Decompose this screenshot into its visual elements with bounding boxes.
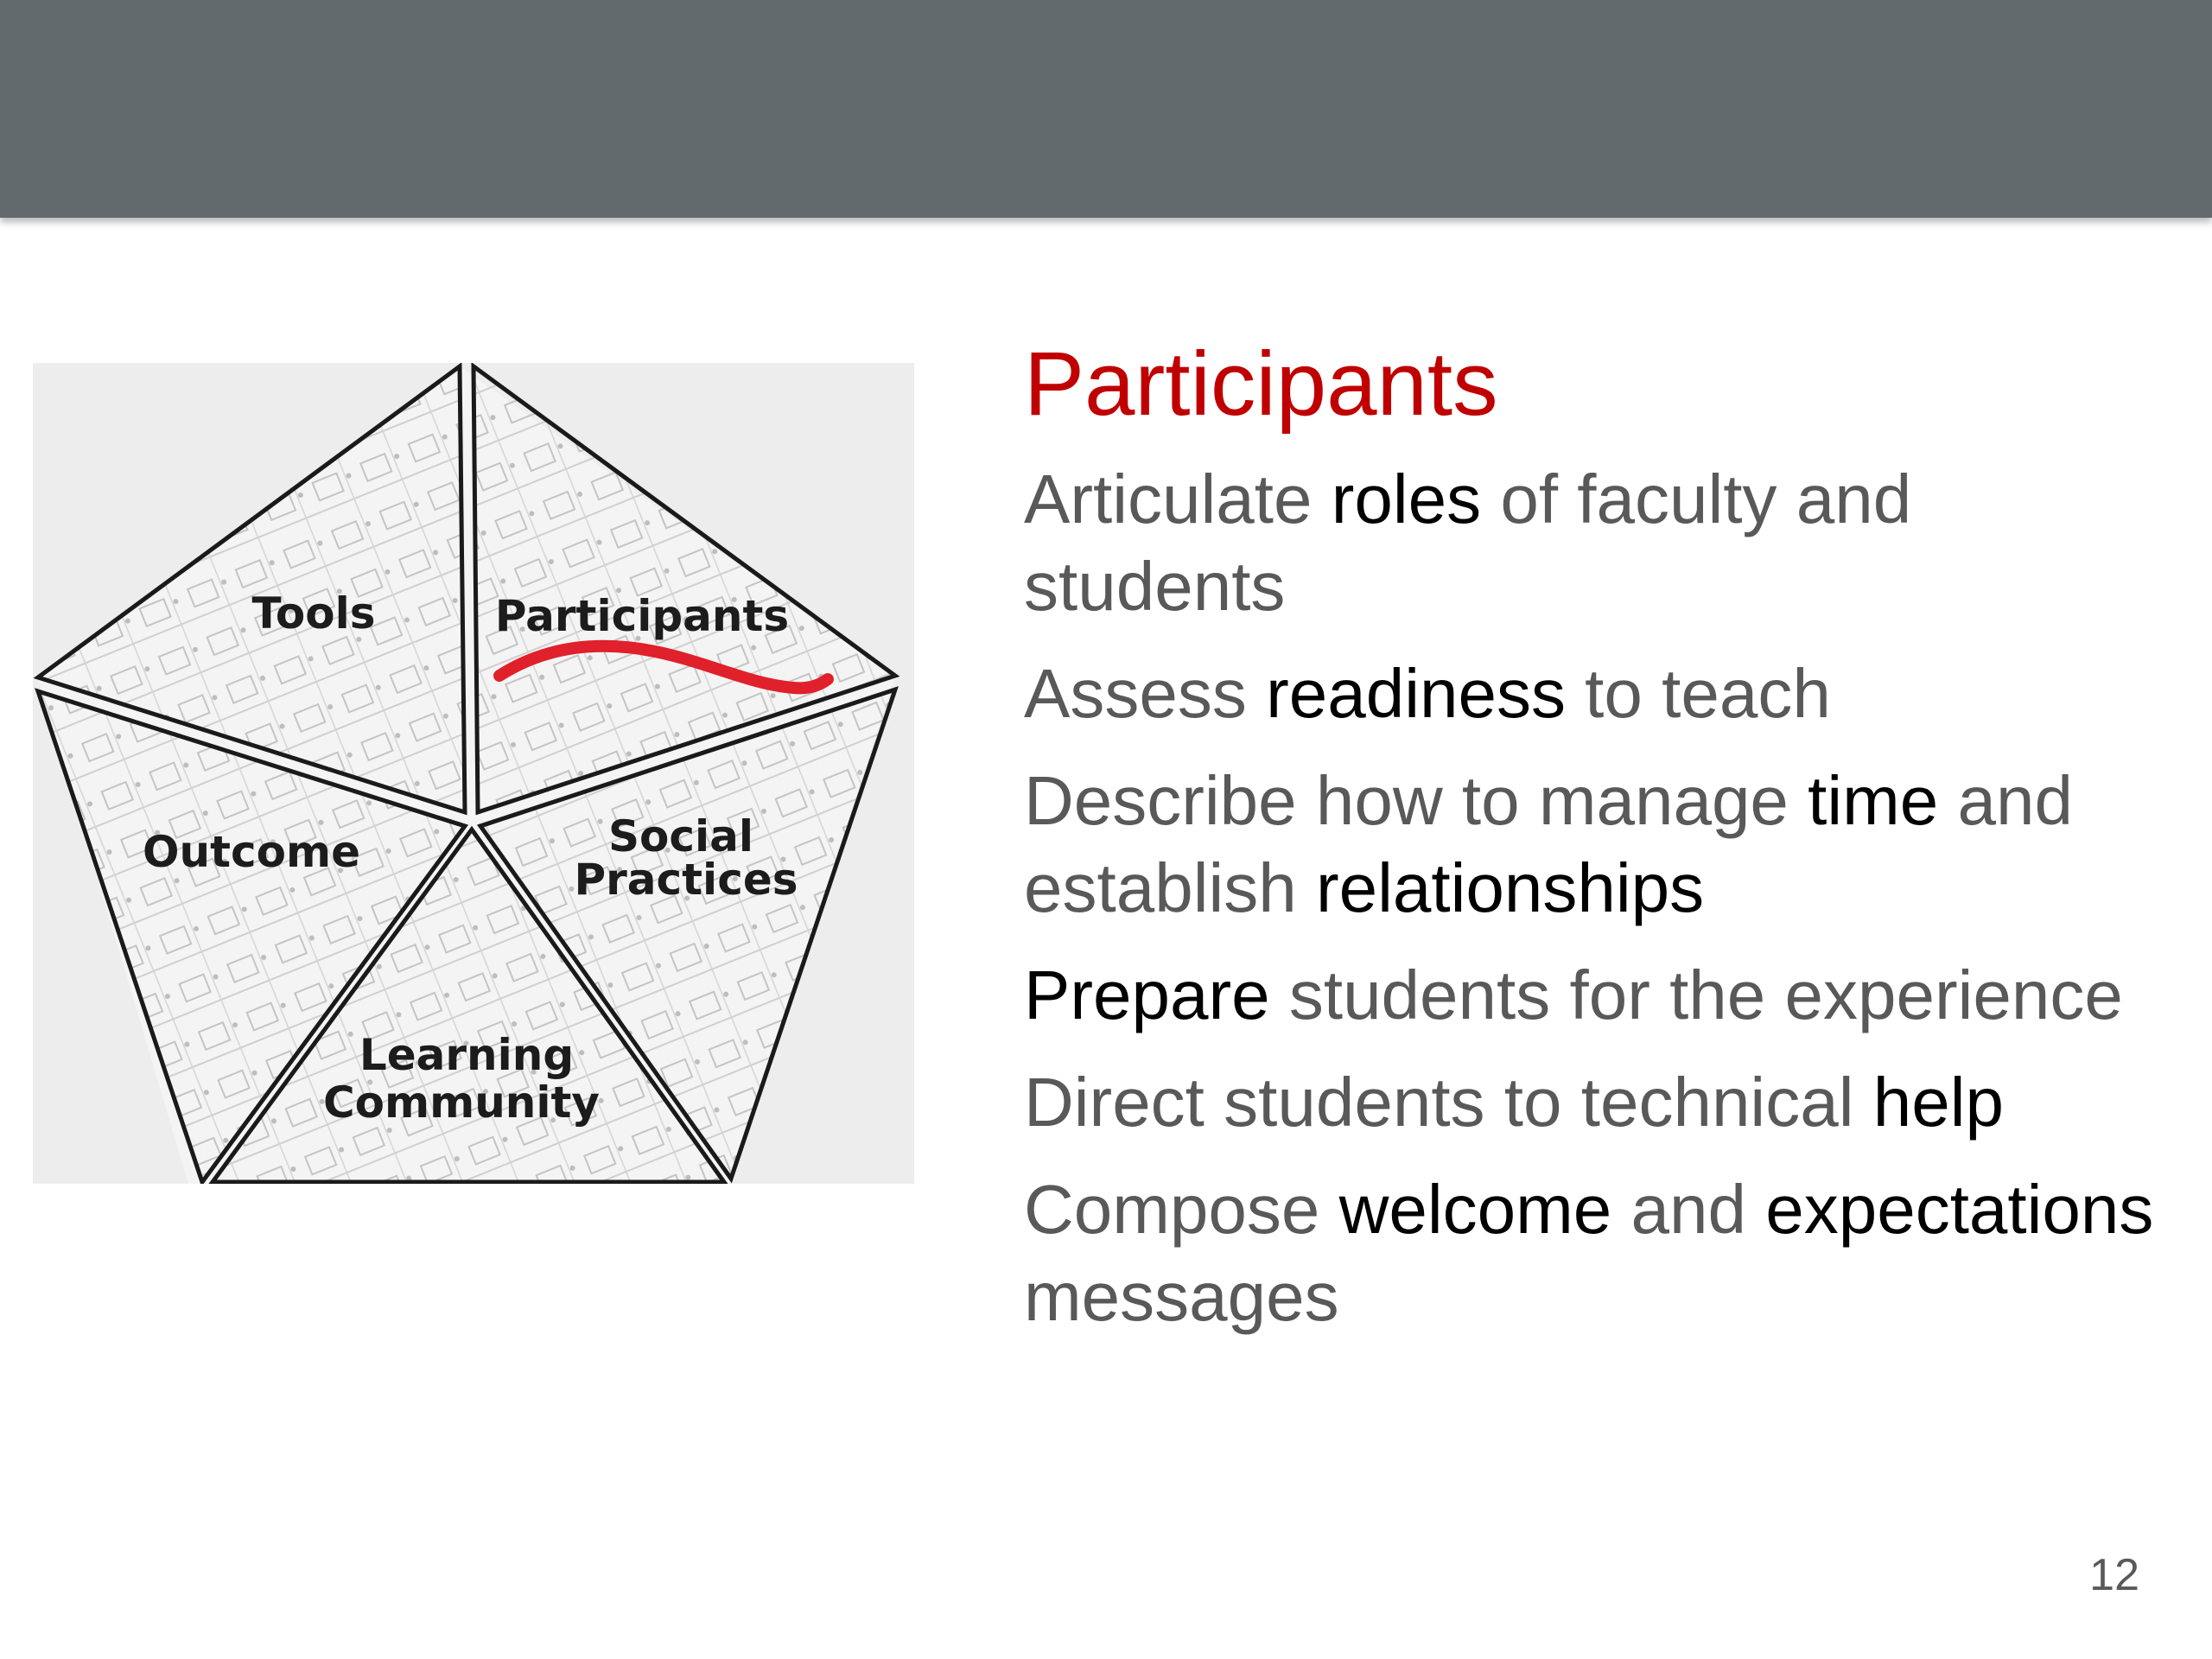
emphasis-text: time	[1808, 762, 1939, 839]
body-text: Assess	[1024, 655, 1267, 732]
pentagon-diagram	[33, 363, 914, 1184]
body-text: messages	[1024, 1258, 1339, 1335]
label-tools: Tools	[251, 588, 376, 639]
emphasis-text: Prepare	[1024, 957, 1270, 1033]
body-text: and	[1611, 1171, 1766, 1248]
body-text: and establish	[1024, 762, 2073, 926]
emphasis-text: expectations	[1765, 1171, 2154, 1248]
bullet-list	[1024, 455, 2173, 1340]
emphasis-text: readiness	[1266, 655, 1566, 732]
body-text: Articulate	[1024, 461, 1332, 537]
label-participants: Participants	[494, 591, 790, 641]
page-number: 12	[2089, 1550, 2139, 1600]
label-community: Community	[322, 1077, 601, 1128]
bullet-prepare	[1024, 951, 2173, 1039]
body-text: to teach	[1565, 655, 1831, 732]
label-social: Social	[607, 811, 754, 861]
slide-heading: Participants	[1024, 334, 1498, 435]
bullet-time-relationships	[1024, 757, 2173, 931]
body-text: Compose	[1024, 1171, 1339, 1248]
label-learning: Learning	[359, 1030, 575, 1080]
emphasis-text: relationships	[1315, 849, 1705, 926]
body-text: students for the experience	[1269, 957, 2123, 1033]
bullet-welcome	[1024, 1166, 2173, 1340]
label-practices: Practices	[574, 855, 798, 905]
content-panel	[1024, 333, 2173, 1360]
bullet-roles	[1024, 455, 2173, 630]
emphasis-text: welcome	[1338, 1171, 1612, 1248]
header-bar	[0, 0, 2212, 218]
bullet-help	[1024, 1058, 2173, 1146]
emphasis-text: roles	[1331, 461, 1482, 537]
pentagon-diagram-svg	[33, 363, 914, 1184]
body-text: Describe how to manage	[1024, 762, 1808, 839]
body-text: of faculty and students	[1024, 461, 1912, 625]
body-text: Direct students to technical	[1024, 1064, 1873, 1141]
emphasis-text: help	[1872, 1064, 2004, 1141]
label-outcome: Outcome	[142, 827, 361, 877]
bullet-readiness	[1024, 650, 2173, 737]
